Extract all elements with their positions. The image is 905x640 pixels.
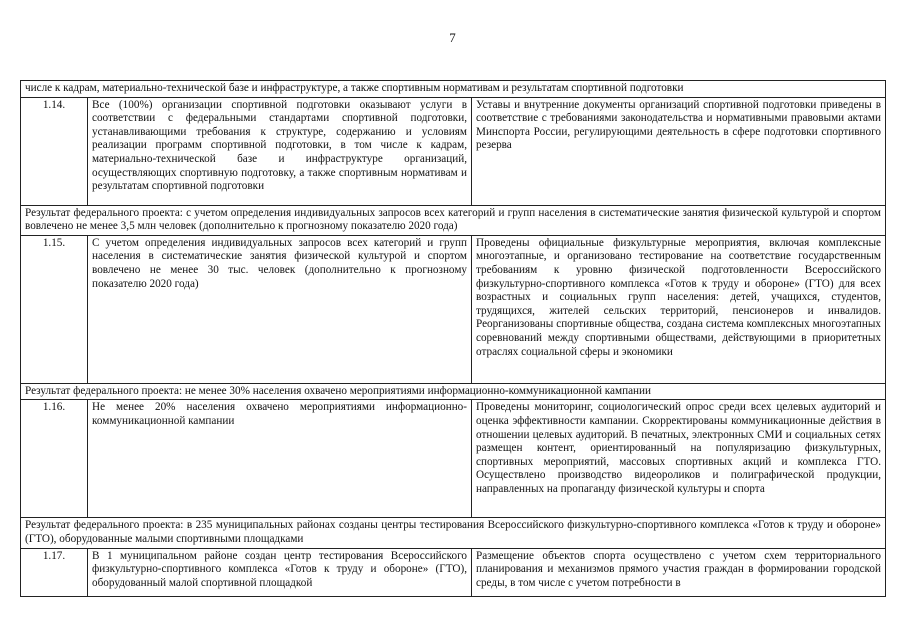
continuation-text: числе к кадрам, материально-технической базе и инфраструктуре, а также спортивным нормативам и результатам спортивной подготовки	[21, 81, 886, 98]
row-number: 1.16.	[21, 400, 88, 518]
section-heading: Результат федерального проекта: не менее 30% населения охвачено мероприятиями информационно-коммуникационной кампании	[21, 383, 886, 400]
row-number: 1.14.	[21, 97, 88, 205]
result-text: Не менее 20% населения охвачено мероприятиями информационно-коммуникационной кампании	[88, 400, 472, 518]
table-row	[21, 81, 886, 98]
table-row	[21, 548, 886, 596]
section-heading: Результат федерального проекта: в 235 муниципальных районах созданы центры тестирования Всероссийского физкультурно-спортивного комплекса «Готов к труду и обороне» (ГТО), оборудованные малыми спортивными площадками	[21, 518, 886, 548]
result-text: В 1 муниципальном районе создан центр тестирования Всероссийского физкультурно-спортивного комплекса «Готов к труду и обороне» (ГТО), оборудованный малой спортивной площадкой	[88, 548, 472, 596]
page-number: 7	[449, 30, 456, 45]
table-row	[21, 400, 886, 518]
table-row	[21, 383, 886, 400]
characteristic-text: Размещение объектов спорта осуществлено с учетом схем территориального планирования и механизмов прямого участия граждан в формировании городской среды, в том числе с учетом потребности в	[472, 548, 886, 596]
table-row	[21, 518, 886, 548]
characteristic-text: Проведены мониторинг, социологический опрос среди всех целевых аудиторий и оценка эффективности кампании. Скорректированы коммуникационные действия в отношении целевых аудиторий. В печатных, электронных СМИ и социальных сетях размещен контент, ориентированный на популяризацию физкультурных, спортивных мероприятий, массовых спортивных акций и комплекса ГТО. Осуществлено производство видеороликов и полиграфической продукции, направленных на пропаганду физической культуры и спорта	[472, 400, 886, 518]
result-text: Все (100%) организации спортивной подготовки оказывают услуги в соответствии с федеральными стандартами спортивной подготовки, устанавливающими требования к структуре, содержанию и условиям реализации программ спортивной подготовки, в том числе к кадрам, материально-технической базе и инфраструктуре организаций, осуществляющих спортивную подготовку, а также спортивным нормативам и результатам спортивной подготовки	[88, 97, 472, 205]
table-row	[21, 97, 886, 205]
section-heading: Результат федерального проекта: с учетом определения индивидуальных запросов всех категорий и групп населения в систематические занятия физической культурой и спортом вовлечено не менее 3,5 млн человек (дополнительно к прогнозному показателю 2020 года)	[21, 205, 886, 235]
table-row	[21, 205, 886, 235]
row-number: 1.15.	[21, 235, 88, 383]
characteristic-text: Уставы и внутренние документы организаций спортивной подготовки приведены в соответствие с требованиями законодательства и нормативными правовыми актами Минспорта России, регулирующими деятельность в сфере подготовки спортивного резерва	[472, 97, 886, 205]
table-row	[21, 235, 886, 383]
characteristic-text: Проведены официальные физкультурные мероприятия, включая комплексные многоэтапные, и организовано тестирование на соответствие государственным требованиям к уровню физической подготовленности Всероссийского физкультурно-спортивного комплекса «Готов к труду и обороне» (ГТО) для всех возрастных и социальных групп населения: детей, учащихся, студентов, трудящихся, жителей сельских территорий, пенсионеров и инвалидов. Реорганизованы спортивные общества, создана система комплексных многоэтапных соревнований между спортивными обществами, действующими в приоритетных отраслях социальной сферы и экономики	[472, 235, 886, 383]
row-number: 1.17.	[21, 548, 88, 596]
measures-table	[20, 80, 886, 597]
result-text: С учетом определения индивидуальных запросов всех категорий и групп населения в систематические занятия физической культурой и спортом вовлечено не менее 30 тыс. человек (дополнительно к прогнозному показателю 2020 года)	[88, 235, 472, 383]
